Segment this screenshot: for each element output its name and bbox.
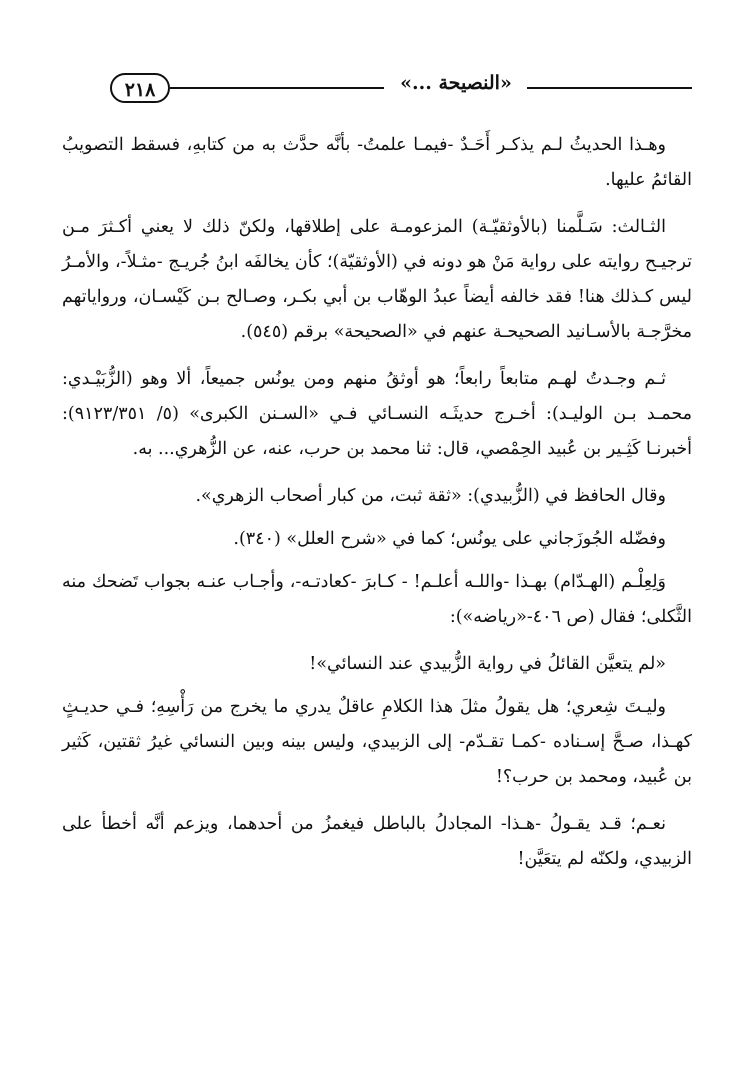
page-body — [62, 128, 692, 889]
paragraph: وهـذا الحديثُ لـم يذكـر أَحَـدٌ -فيمـا علمتُ- بأنَّه حدَّث به من كتابهِ، فسقط التصويبُ القائمُ عليها. — [62, 135, 692, 190]
paragraph: الثـالث: سَـلَّمنا (بالأوثقيّـة) المزعومـة على إطلاقها، ولكنّ ذلك لا يعني أكـثرَ مـن ترجيـح روايته على رواية مَنْ هو دونه في (الأوثقيّة)؛ كأن يخالفَه ابنُ جُريـج -مثـلاً-، والأمـرُ ليس كـذلك هنا! فقد خالفه أيضاً عبدُ الوهّاب بن أبي بكـر، وصـالح بـن كَيْسـان، ورواياتهم مخرَّجـة بالأسـانيد الصحيحـة عنهم في «الصحيحة» برقم (٥٤٥). — [62, 217, 692, 342]
paragraph: وفضّله الجُوزَجاني على يونُس؛ كما في «شرح العلل» (٣٤٠). — [233, 529, 666, 549]
quoted-statement: «لم يتعيَّن القائلُ في رواية الزُّبيدي عند النسائي»! — [309, 654, 666, 674]
paragraph: وليـتَ شِعري؛ هل يقولُ مثلَ هذا الكلامِ عاقلٌ يدري ما يخرج من رَأْسِهِ؛ فـي حديـثٍ كهـذا، صـحَّ إسـناده -كمـا تقـدّم- إلى الزبيدي، وليس بينه وبين النسائي غيرُ ثقتين، كَثير بن عُبيد، ومحمد بن حرب؟! — [62, 697, 692, 787]
paragraph: نعـم؛ قـد يقـولُ -هـذا- المجادلُ بالباطل فيغمزُ من أحدهما، ويزعم أنَّه أخطأ على الزبيدي، ولكنّه لم يتعَيَّن! — [62, 814, 692, 869]
page-header — [60, 58, 692, 118]
page-number: ٢١٨ — [110, 73, 170, 103]
header-rule-right — [527, 87, 692, 89]
paragraph: ثـم وجـدتُ لهـم متابعاً رابعاً؛ هو أوثقُ منهم ومن يونُس جميعاً، ألا وهو (الزُّبَيْـدي: محمـد بـن الوليـد): أخـرج حديثَـه النسـائي فـي «السـنن الكبرى» (٥/ ٩١٢٣/٣٥١): أخبرنـا كَثِـير بن عُبيد الحِمْصي، قال: ثنا محمد بن حرب، عنه، عن الزُّهري... به. — [62, 369, 692, 459]
header-rule-left — [170, 87, 384, 89]
paragraph: وقال الحافظ في (الزُّبيدي): «ثقة ثبت، من كبار أصحاب الزهري». — [195, 486, 666, 506]
running-title: «النصيحة ...» — [400, 72, 512, 94]
paragraph: وَلِعِلْـم (الهـدّام) بهـذا -واللـه أعلـم! - كـابرَ -كعادتـه-، وأجـاب عنـه بجواب تَضحك منه الثَّكلى؛ فقال (ص ٤٠٦-«رياضه»): — [62, 572, 692, 627]
